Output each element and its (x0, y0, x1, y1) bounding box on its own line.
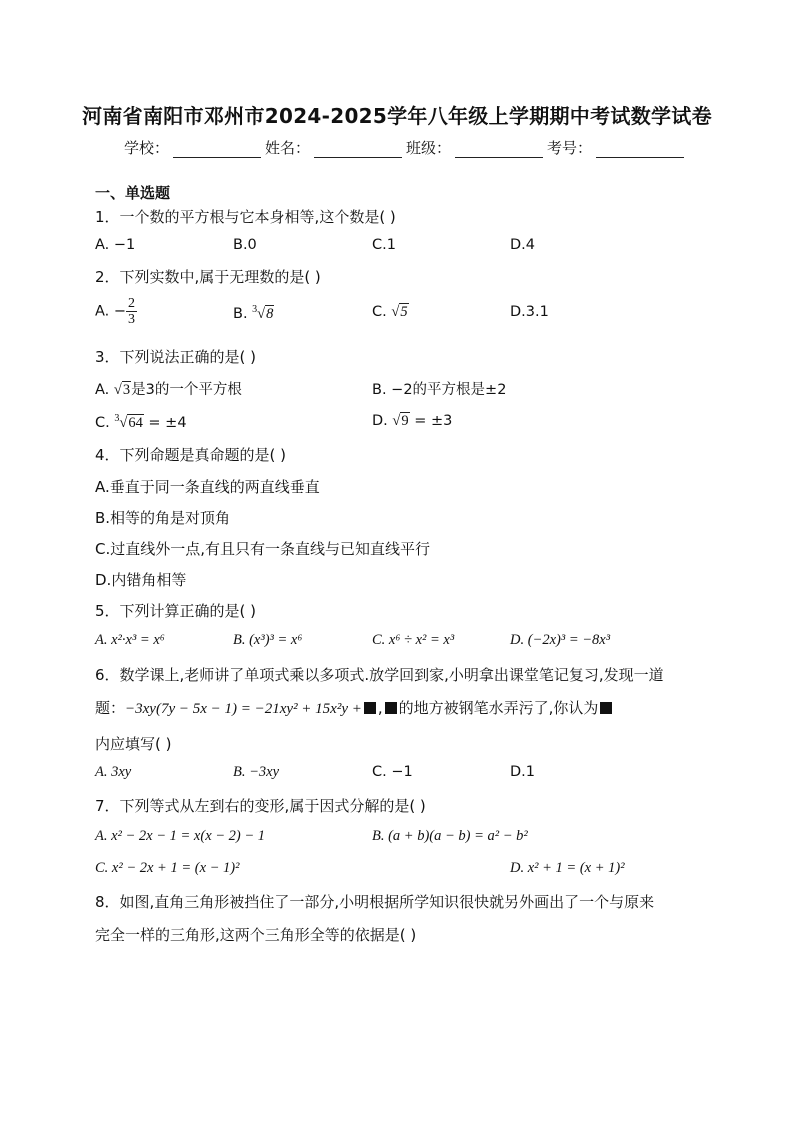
q2-option-c (372, 304, 409, 321)
question-1-stem: 1．一个数的平方根与它本身相等,这个数是( ) (95, 208, 396, 226)
ink-blot-square (385, 702, 397, 714)
q1-option-c: C.1 (372, 237, 396, 253)
question-6-line-3: 内应填写( ) (95, 735, 172, 753)
q4-option-d: D.内错角相等 (95, 571, 187, 589)
q2-option-d: D.3.1 (510, 304, 549, 320)
q6-option-c: C. −1 (372, 764, 413, 780)
q1-option-b: B.0 (233, 237, 257, 253)
q3-c-text: = ±4 (143, 414, 187, 431)
q2-c-prefix: C. (372, 304, 392, 320)
name-label: 姓名： (265, 139, 311, 157)
q5-option-d: D. (−2x)³ = −8x³ (510, 632, 611, 648)
radical-sign: √ (391, 304, 400, 320)
radicand: 3 (122, 382, 131, 398)
radicand: 8 (266, 305, 274, 322)
q6-expression: −3xy(7y − 5x − 1) = −21xy² + 15x²y + (125, 701, 362, 717)
q3-option-d (372, 413, 452, 430)
class-blank[interactable] (455, 141, 543, 158)
q1-option-a: A. −1 (95, 237, 136, 253)
q6-option-b: B. −3xy (233, 764, 280, 780)
section-heading: 一、单选题 (95, 184, 171, 202)
q4-option-a: A.垂直于同一条直线的两直线垂直 (95, 478, 320, 496)
denominator: 3 (128, 312, 136, 327)
exam-number-blank[interactable] (596, 141, 684, 158)
q3-option-c (95, 413, 187, 432)
question-2-stem: 2．下列实数中,属于无理数的是( ) (95, 268, 321, 286)
q7-option-b: B. (a + b)(a − b) = a² − b² (372, 828, 528, 844)
radicand: 5 (400, 304, 408, 320)
q1-option-d: D.4 (510, 237, 535, 253)
fraction (126, 296, 137, 327)
radicand: 9 (401, 413, 409, 429)
q6-option-a: A. 3xy (95, 764, 132, 780)
exam-number-label: 考号： (547, 139, 593, 157)
q5-option-b: B. (x³)³ = x⁶ (233, 632, 303, 648)
q3-a-prefix: A. (95, 382, 114, 398)
numerator: 2 (128, 296, 136, 311)
q6-prefix: 题： (95, 699, 126, 717)
name-blank[interactable] (314, 141, 402, 158)
question-4-stem: 4．下列命题是真命题的是( ) (95, 446, 287, 464)
q4-option-b: B.相等的角是对顶角 (95, 509, 231, 527)
q2-b-prefix: B. (233, 305, 253, 322)
ink-blot-square (364, 702, 376, 714)
q3-d-text: = ±3 (409, 413, 453, 429)
student-info-line (124, 137, 688, 158)
ink-blot-square (600, 702, 612, 714)
radical-index: 3 (252, 304, 258, 315)
question-7-stem: 7．下列等式从左到右的变形,属于因式分解的是( ) (95, 797, 426, 815)
question-6-line-1: 6．数学课上,老师讲了单项式乘以多项式.放学回到家,小明拿出课堂笔记复习,发现一道 (95, 666, 664, 684)
q6-comma: , (377, 699, 383, 717)
q3-c-prefix: C. (95, 414, 115, 431)
q7-option-c: C. x² − 2x + 1 = (x − 1)² (95, 860, 240, 876)
radical-sign: √ (392, 413, 401, 429)
q3-a-text: 是3的一个平方根 (131, 382, 242, 398)
school-blank[interactable] (173, 141, 261, 158)
q5-option-c: C. x⁶ ÷ x² = x³ (372, 632, 455, 648)
q6-option-d: D.1 (510, 764, 535, 780)
q3-option-a (95, 378, 242, 399)
q6-tail: 的地方被钢笔水弄污了,你认为 (398, 699, 599, 717)
question-3-stem: 3．下列说法正确的是( ) (95, 348, 257, 366)
q7-option-d: D. x² + 1 = (x + 1)² (510, 860, 625, 876)
q7-option-a: A. x² − 2x − 1 = x(x − 2) − 1 (95, 828, 266, 844)
page-title: 河南省南阳市邓州市2024-2025学年八年级上学期期中考试数学试卷 (82, 104, 712, 128)
school-label: 学校： (124, 139, 170, 157)
radical-sign: √ (119, 414, 128, 431)
radicand: 64 (128, 414, 143, 431)
q4-option-c: C.过直线外一点,有且只有一条直线与已知直线平行 (95, 540, 431, 558)
radical-sign: √ (113, 382, 122, 398)
question-8-line-1: 8．如图,直角三角形被挡住了一部分,小明根据所学知识很快就另外画出了一个与原来 (95, 893, 655, 911)
q5-option-a: A. x²·x³ = x⁶ (95, 632, 165, 648)
q2-option-b (233, 304, 274, 323)
q2-a-prefix: A. − (95, 303, 127, 320)
q2-option-a (95, 296, 137, 327)
question-6-line-2 (95, 697, 614, 718)
radical-index: 3 (114, 413, 120, 424)
q3-d-prefix: D. (372, 413, 393, 429)
question-5-stem: 5．下列计算正确的是( ) (95, 602, 257, 620)
radical-sign: √ (257, 305, 266, 322)
question-8-line-2: 完全一样的三角形,这两个三角形全等的依据是( ) (95, 926, 417, 944)
class-label: 班级： (406, 139, 452, 157)
q3-option-b: B. −2的平方根是±2 (372, 382, 507, 398)
